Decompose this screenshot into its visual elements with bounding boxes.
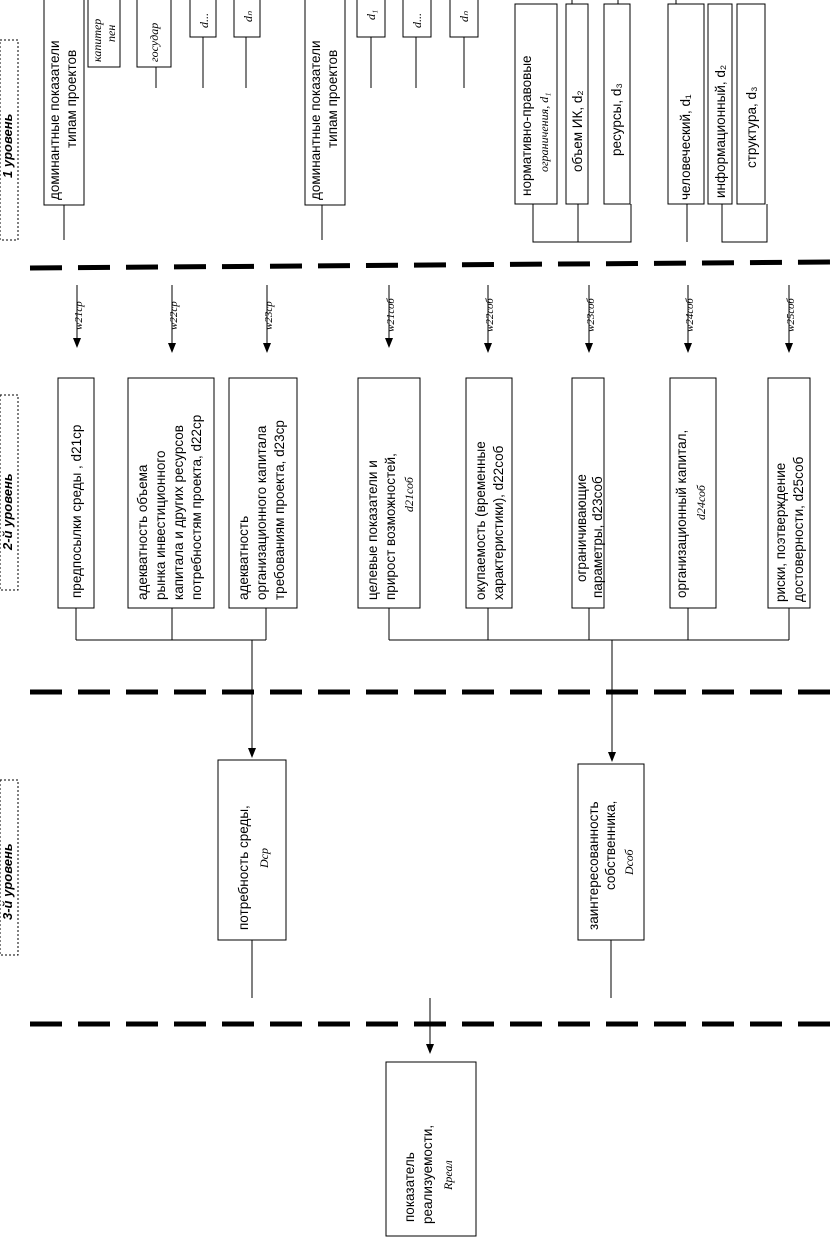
target-indicators-line2: прирост возможностей,: [383, 453, 398, 600]
level1-label: 1 уровень: [0, 113, 15, 178]
level3-label: 3-й уровень: [0, 843, 15, 920]
environment-need-box: [218, 760, 286, 940]
level1-group: [44, 0, 767, 242]
weight-w23cr: w23ср: [263, 301, 275, 330]
dominant-box-1-line1: доминантные показатели: [47, 40, 62, 200]
market-adequacy-line4: потребностям проекта, d22ср: [189, 414, 204, 600]
environment-need-line1: потребность среды,: [236, 805, 251, 930]
environment-prerequisites-text: предпосылки среды , d21ср: [69, 424, 84, 598]
risks-line2: достоверности, d25соб: [791, 456, 806, 602]
weight-w22sob: w22соб: [484, 298, 496, 332]
d-dots-box-2-text: d...: [410, 13, 424, 28]
target-indicators-line1: целевые показатели и: [365, 460, 380, 600]
level3-group: [218, 760, 644, 998]
d-1-box-text: d₁: [364, 9, 378, 20]
volume-box-text: объем ИК, d₂: [570, 90, 585, 172]
weight-w23sob: w23соб: [585, 298, 597, 332]
level-separators: [30, 262, 834, 1024]
market-adequacy-line1: адекватность объема: [135, 464, 150, 600]
owner-interest-line3: Dсоб: [622, 849, 636, 875]
weight-w21sob: w21соб: [385, 298, 397, 332]
state-box-text: государ: [147, 22, 161, 62]
limiting-params-line1: ограничивающие: [574, 474, 589, 582]
capital-box-line1: капитер: [90, 18, 104, 62]
environment-need-line2: Dср: [257, 848, 271, 868]
d-dots-box-1-text: d...: [197, 13, 211, 28]
org-capital-adequacy-line2: организационного капитала: [254, 425, 269, 600]
risks-line1: риски, поэтверждение: [773, 462, 788, 602]
level2-group: [58, 378, 810, 608]
dominant-box-2-line1: доминантные показатели: [308, 40, 323, 200]
level2-label: 2-й уровень: [0, 473, 15, 550]
weight-w22cr: w22ср: [168, 301, 180, 330]
capital-box-line2: пен: [104, 24, 118, 42]
realizability-line3: Rреал: [441, 1160, 455, 1190]
org-capital-adequacy-line3: требованиям проекта, d23ср: [272, 420, 287, 600]
normative-box-line2: ограничения, d₁: [537, 92, 551, 172]
level2-inputs: [73, 285, 797, 353]
result-group: [386, 998, 476, 1236]
normative-box-line1: нормативно-правовые: [519, 55, 534, 196]
weight-w25sob: w25соб: [785, 298, 797, 332]
market-adequacy-line3: капитала и других ресурсов: [171, 425, 186, 600]
org-capital-line2: d24соб: [694, 485, 708, 520]
dominant-box-2-line2: типам проектов: [325, 49, 340, 148]
resources-box-text: ресурсы, d₃: [609, 83, 624, 156]
market-adequacy-line2: рынка инвестиционного: [153, 450, 168, 600]
dominant-box-1-line2: типам проектов: [64, 49, 79, 148]
realizability-line1: показатель: [402, 1152, 417, 1222]
separator-1: [30, 262, 834, 268]
realizability-line2: реализуемости,: [420, 1124, 435, 1224]
payback-line2: характеристики), d22соб: [491, 445, 506, 600]
level-labels: [0, 40, 18, 955]
target-indicators-line3: d21соб: [402, 477, 416, 512]
org-capital-line1: организационный капитал,: [674, 429, 689, 598]
payback-line1: окупаемость (временные: [473, 441, 488, 600]
weight-w24sob: w24соб: [684, 298, 696, 332]
d-n-box-1-text: dₙ: [241, 11, 255, 22]
owner-interest-line2: собственника,: [603, 800, 618, 890]
information-box-text: информационный, d₂: [713, 64, 728, 198]
d-n-box-2-text: dₙ: [457, 11, 471, 22]
human-box-text: человеческий, d₁: [678, 94, 693, 200]
weight-w21cr: w21ср: [73, 301, 85, 330]
structure-box-text: структура, d₃: [744, 86, 759, 168]
limiting-params-line2: параметры, d23соб: [590, 476, 605, 598]
level2-to-level3-connectors: [76, 608, 789, 762]
owner-interest-line1: заинтересованность: [586, 801, 601, 930]
org-capital-adequacy-line1: адекватность: [236, 515, 251, 600]
